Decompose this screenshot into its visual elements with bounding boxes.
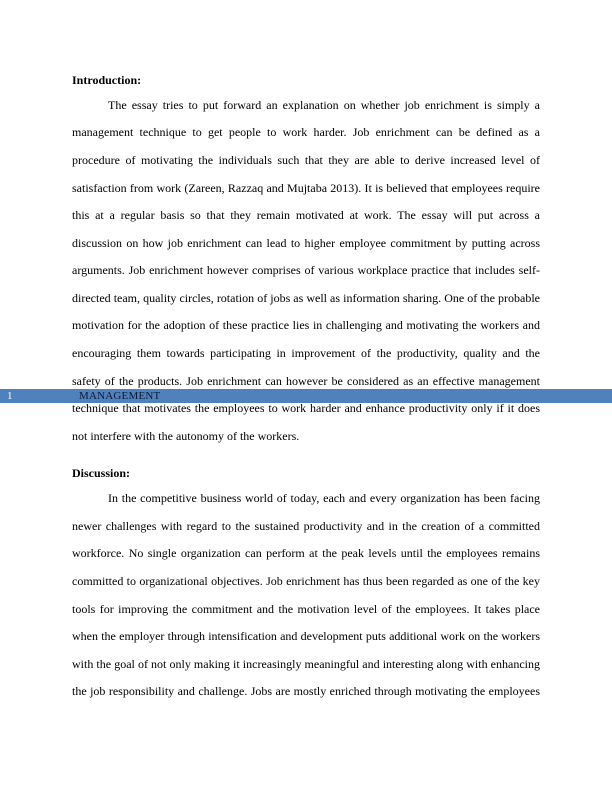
introduction-line: this at a regular basis so that they remain motivated at work. The essay will put across a: [72, 208, 540, 222]
introduction-line: technique that motivates the employees to work harder and enhance productivity only if it does: [72, 401, 540, 415]
introduction-line: satisfaction from work (Zareen, Razzaq and Mujtaba 2013). It is believed that employees require: [72, 181, 540, 195]
running-head: MANAGEMENT: [79, 390, 161, 402]
discussion-line: newer challenges with regard to the sustained productivity and in the creation of a committed: [72, 519, 540, 533]
introduction-line: procedure of motivating the individuals such that they are able to derive increased level of: [72, 153, 540, 167]
introduction-line: arguments. Job enrichment however comprises of various workplace practice that includes self-: [72, 263, 540, 277]
introduction-heading: Introduction:: [72, 73, 142, 87]
discussion-line: In the competitive business world of today, each and every organization has been facing: [108, 491, 540, 505]
discussion-heading: Discussion:: [72, 466, 131, 480]
introduction-line: motivation for the adoption of these practice lies in challenging and motivating the workers and: [72, 318, 540, 332]
discussion-line: workforce. No single organization can perform at the peak levels until the employees remains: [72, 546, 540, 560]
introduction-line: directed team, quality circles, rotation of jobs as well as information sharing. One of the probable: [72, 291, 540, 305]
introduction-line: safety of the products. Job enrichment can however be considered as an effective management: [72, 374, 540, 388]
introduction-line: not interfere with the autonomy of the workers.: [72, 429, 300, 443]
discussion-line: tools for improving the commitment and the motivation level of the employees. It takes place: [72, 602, 540, 616]
discussion-line: the job responsibility and challenge. Jobs are mostly enriched through motivating the employees: [72, 684, 540, 698]
introduction-line: discussion on how job enrichment can lead to higher employee commitment by putting across: [72, 236, 540, 250]
introduction-line: The essay tries to put forward an explanation on whether job enrichment is simply a: [108, 98, 540, 112]
discussion-line: committed to organizational objectives. Job enrichment has thus been regarded as one of the key: [72, 574, 540, 588]
discussion-line: when the employer through intensification and development puts additional work on the workers: [72, 629, 540, 643]
page-number: 1: [7, 390, 13, 402]
introduction-line: encouraging them towards participating in improvement of the productivity, quality and the: [72, 346, 540, 360]
introduction-line: management technique to get people to work harder. Job enrichment can be defined as a: [72, 125, 540, 139]
discussion-line: with the goal of not only making it increasingly meaningful and interesting along with enhancing: [72, 657, 540, 671]
